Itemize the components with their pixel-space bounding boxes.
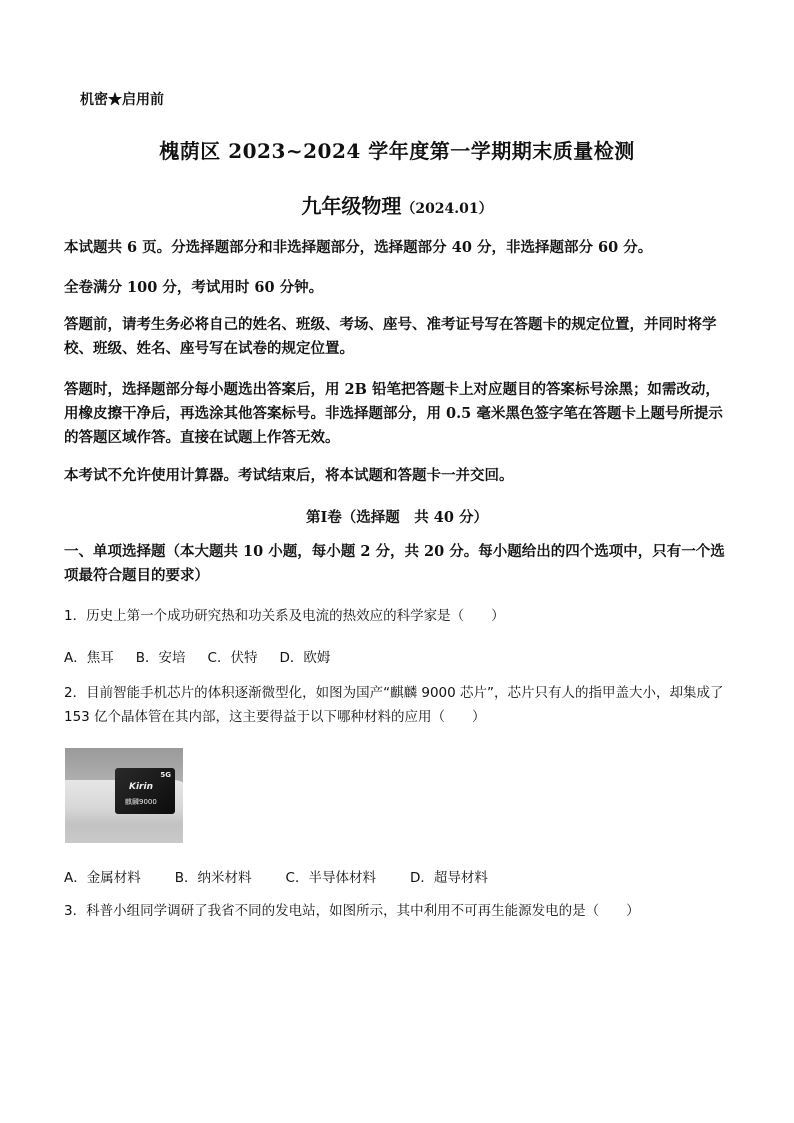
exam-date: （2024.01）: [401, 201, 493, 217]
chip: [115, 768, 175, 814]
question-2-option-d: D．超导材料: [409, 870, 488, 886]
section-title: 第Ⅰ卷（选择题 共 40 分）: [305, 509, 489, 526]
question-2-option-c: C．半导体材料: [285, 870, 376, 886]
question-1-option-a: A．焦耳: [64, 650, 114, 666]
question-1-options: [64, 646, 330, 666]
question-2-option-b: B．纳米材料: [174, 870, 252, 886]
instruction-pages: 本试题共 6 页。分选择题部分和非选择题部分，选择题部分 40 分，非选择题部分 60 分。: [64, 239, 653, 256]
part-heading: 一、单项选择题（本大题共 10 小题，每小题 2 分，共 20 分。每小题给出的四个选项中，只有一个选项最符合题目的要求）: [64, 543, 725, 584]
question-2-options: [64, 866, 488, 886]
instruction-calculator: 本考试不允许使用计算器。考试结束后，将本试题和答题卡一并交回。: [64, 467, 514, 484]
instruction-before-answering: 答题前，请考生务必将自己的姓名、班级、考场、座号、准考证号写在答题卡的规定位置，并同时将学校、班级、姓名、座号写在试卷的规定位置。: [64, 316, 717, 357]
kirin-chip-photo: [65, 748, 183, 843]
question-2-option-a: A．金属材料: [64, 870, 141, 886]
exam-title: 槐荫区 2023~2024 学年度第一学期期末质量检测: [159, 139, 635, 163]
instruction-answering: 答题时，选择题部分每小题选出答案后，用 2B 铅笔把答题卡上对应题目的答案标号涂黑；如需改动，用橡皮擦干净后，再选涂其他答案标号。非选择题部分，用 0.5 毫米黑色签字笔在答题卡上题号所提示的答题区域作答。直接在试题上作答无效。: [64, 381, 723, 446]
question-1-option-d: D．欧姆: [279, 650, 331, 666]
chip-model-text: 麒麟9000: [125, 798, 157, 806]
subject-label: 九年级物理: [301, 194, 402, 218]
instruction-score: 全卷满分 100 分，考试用时 60 分钟。: [64, 279, 324, 296]
exam-subtitle: [0, 190, 794, 219]
question-2-stem: 2．目前智能手机芯片的体积逐渐微型化，如图为国产“麒麟 9000 芯片”，芯片只有人的指甲盖大小，却集成了 153 亿个晶体管在其内部，这主要得益于以下哪种材料的应用（ ）: [64, 685, 724, 725]
confidential-label: 机密★启用前: [80, 92, 164, 108]
question-1-option-b: B．安培: [135, 650, 186, 666]
question-3-stem: 3．科普小组同学调研了我省不同的发电站，如图所示，其中利用不可再生能源发电的是（ ）: [64, 903, 640, 919]
chip-5g-text: 5G: [160, 771, 171, 779]
question-1-option-c: C．伏特: [207, 650, 258, 666]
chip-brand-text: Kirin: [129, 782, 153, 792]
question-1-stem: 1．历史上第一个成功研究热和功关系及电流的热效应的科学家是（ ）: [64, 608, 505, 624]
